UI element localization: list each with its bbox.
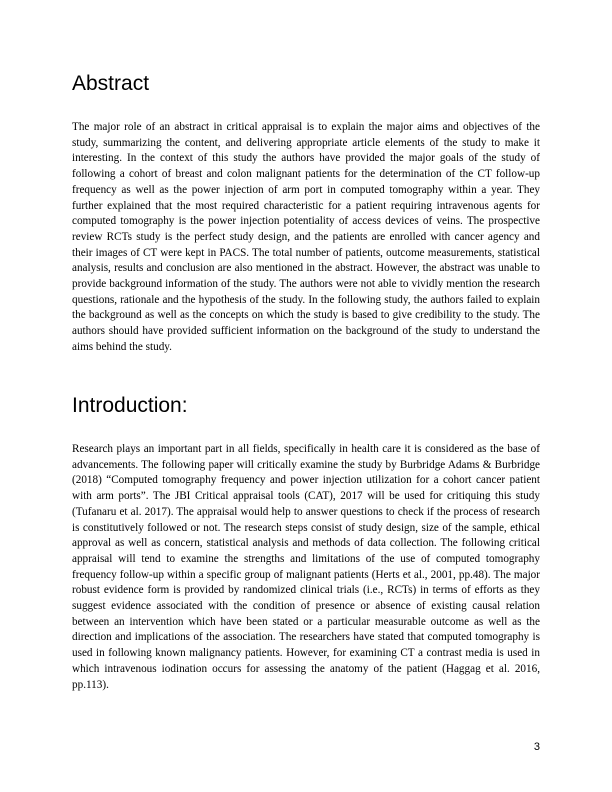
abstract-heading: Abstract	[72, 72, 150, 95]
introduction-heading: Introduction:	[72, 394, 188, 417]
introduction-paragraph: Research plays an important part in all fields, specifically in health care it is considered as the base of advancements. The following paper will critically examine the study by Burbridge Adams & Burbridge (2018) “Computed tomography frequency and power injection utilization for a cohort cancer patient with arm ports”. The JBI Critical appraisal tools (CAT), 2017 will be used for critiquing this study (Tufanaru et al. 2017). The appraisal would help to answer questions to check if the process of research is constitutively followed or not. The research steps consist of study design, size of the sample, ethical approval as well as concern, statistical analysis and methods of data collection. The following critical appraisal will tend to examine the strengths and limitations of the use of computed tomography frequency follow-up within a specific group of malignant patients (Herts et al., 2001, pp.48). The major robust evidence form is provided by randomized clinical trials (i.e., RCTs) in terms of efforts as they suggest evidence associated with the condition of presence or absence of existing causal relation between an intervention which have been stated or a particular measurable outcome as well as the direction and implications of the association. The researchers have stated that computed tomography is used in following known malignancy patients. However, for examining CT a contrast media is used in which intravenous iodination occurs for assessing the anatomy of the patient (Haggag et al. 2016, pp.113).	[72, 443, 540, 691]
page-number: 3	[533, 741, 540, 753]
abstract-paragraph: The major role of an abstract in critical appraisal is to explain the major aims and objectives of the study, summarizing the content, and delivering appropriate article elements of the study to make it interesting. In the context of this study the authors have provided the major goals of the study of following a cohort of breast and colon malignant patients for the determination of the CT follow-up frequency as well as the power injection of arm port in computed tomography within a year. They further explained that the most required characteristic for a patient requiring intravenous agents for computed tomography is the power injection potentiality of access devices of veins. The prospective review RCTs study is the perfect study design, and the patients are enrolled with cancer agency and their images of CT were kept in PACS. The total number of patients, outcome measurements, statistical analysis, results and conclusion are also mentioned in the abstract. However, the abstract was unable to provide background information of the study. The authors were not able to vividly mention the research questions, rationale and the hypothesis of the study. In the following study, the authors failed to explain the background as well as the concepts on which the study is based to give credibility to the study. The authors should have provided sufficient information on the background of the study to understand the aims behind the study.	[72, 121, 540, 353]
